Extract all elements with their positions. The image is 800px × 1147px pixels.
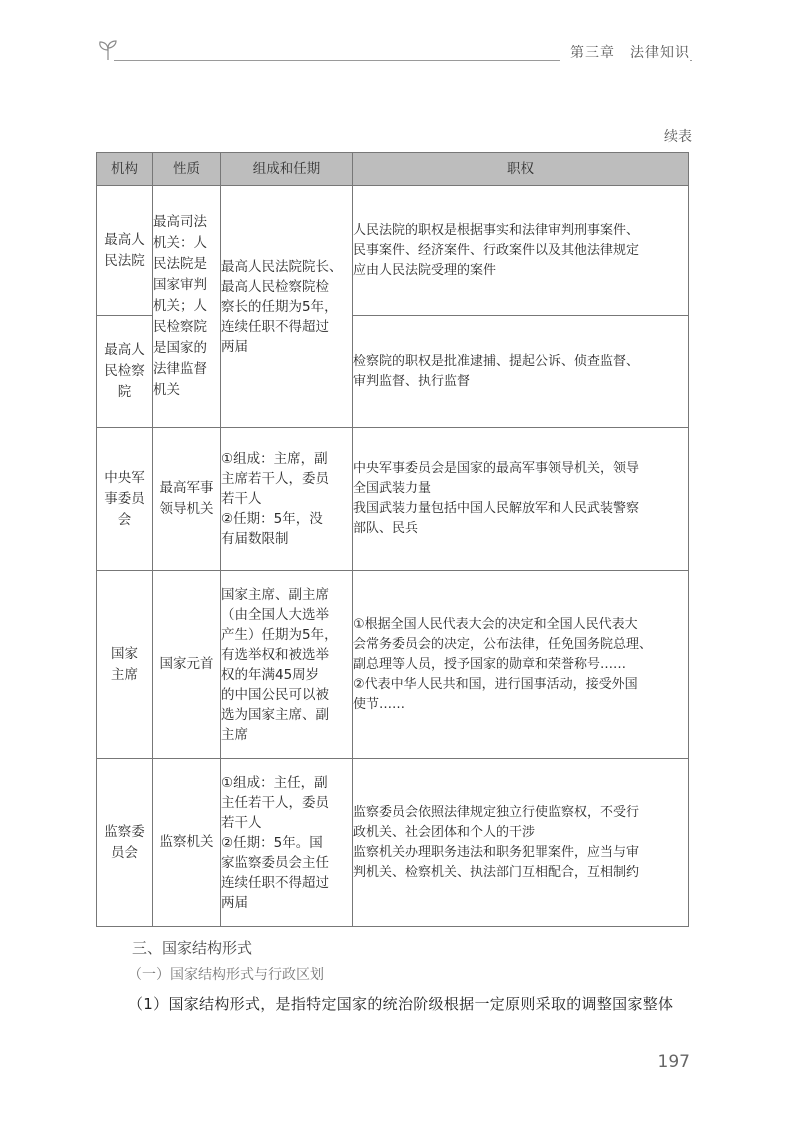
header-nature: 性质 [153, 153, 221, 186]
org-cell: 监察委 员会 [97, 759, 153, 927]
duties-cell: 检察院的职权是批准逮捕、提起公诉、侦查监督、 审判监督、执行监督 [353, 316, 689, 428]
table-row [97, 186, 689, 316]
institution-table [96, 152, 689, 927]
duties-cell: ①根据全国人民代表大会的决定和全国人民代表大 会常务委员会的决定，公布法律，任免国务院总理、 副总理等人员，授予国家的勋章和荣誉称号…… ②代表中华人民共和国，进行国事活动，接受外国 使节…… [353, 571, 689, 759]
duties-cell: 中央军事委员会是国家的最高军事领导机关，领导 全国武装力量 我国武装力量包括中国人民解放军和人民武装警察 部队、民兵 [353, 428, 689, 571]
duties-cell: 人民法院的职权是根据事实和法律审判刑事案件、 民事案件、经济案件、行政案件以及其他法律规定 应由人民法院受理的案件 [353, 186, 689, 316]
section-heading: 三、国家结构形式 [132, 939, 253, 957]
nature-cell: 最高司法 机关：人 民法院是 国家审判 机关；人 民检察院 是国家的 法律监督 机关 [153, 186, 221, 428]
org-cell: 中央军 事委员 会 [97, 428, 153, 571]
table-row [97, 571, 689, 759]
subsection-heading: （一）国家结构形式与行政区划 [128, 967, 324, 983]
composition-cell: ①组成：主席，副 主席若干人，委员 若干人 ②任期：5年，没 有届数限制 [221, 428, 353, 571]
org-cell: 最高人 民法院 [97, 186, 153, 316]
page-number: 197 [657, 1052, 690, 1072]
composition-cell: 国家主席、副主席 （由全国人大选举 产生）任期为5年， 有选举权和被选举 权的年满45周岁 的中国公民可以被 选为国家主席、副 主席 [221, 571, 353, 759]
composition-cell: 最高人民法院院长、 最高人民检察院检 察长的任期为5年， 连续任职不得超过 两届 [221, 186, 353, 428]
nature-cell: 国家元首 [153, 571, 221, 759]
header-org: 机构 [97, 153, 153, 186]
header-composition: 组成和任期 [221, 153, 353, 186]
table-row [97, 759, 689, 927]
table-row [97, 428, 689, 571]
running-header [96, 38, 692, 68]
chapter-title: 第三章 法律知识 [560, 42, 690, 62]
header-duties: 职权 [353, 153, 689, 186]
org-cell: 最高人 民检察 院 [97, 316, 153, 428]
nature-cell: 监察机关 [153, 759, 221, 927]
table-header-row [97, 153, 689, 186]
continued-label: 续表 [664, 129, 692, 145]
nature-cell: 最高军事 领导机关 [153, 428, 221, 571]
body-paragraph: （1）国家结构形式，是指特定国家的统治阶级根据一定原则采取的调整国家整体 [128, 995, 674, 1013]
duties-cell: 监察委员会依照法律规定独立行使监察权，不受行 政机关、社会团体和个人的干涉 监察机关办理职务违法和职务犯罪案件，应当与审 判机关、检察机关、执法部门互相配合，互相制约 [353, 759, 689, 927]
composition-cell: ①组成：主任，副 主任若干人，委员 若干人 ②任期：5年。国 家监察委员会主任 连续任职不得超过 两届 [221, 759, 353, 927]
org-cell: 国家 主席 [97, 571, 153, 759]
